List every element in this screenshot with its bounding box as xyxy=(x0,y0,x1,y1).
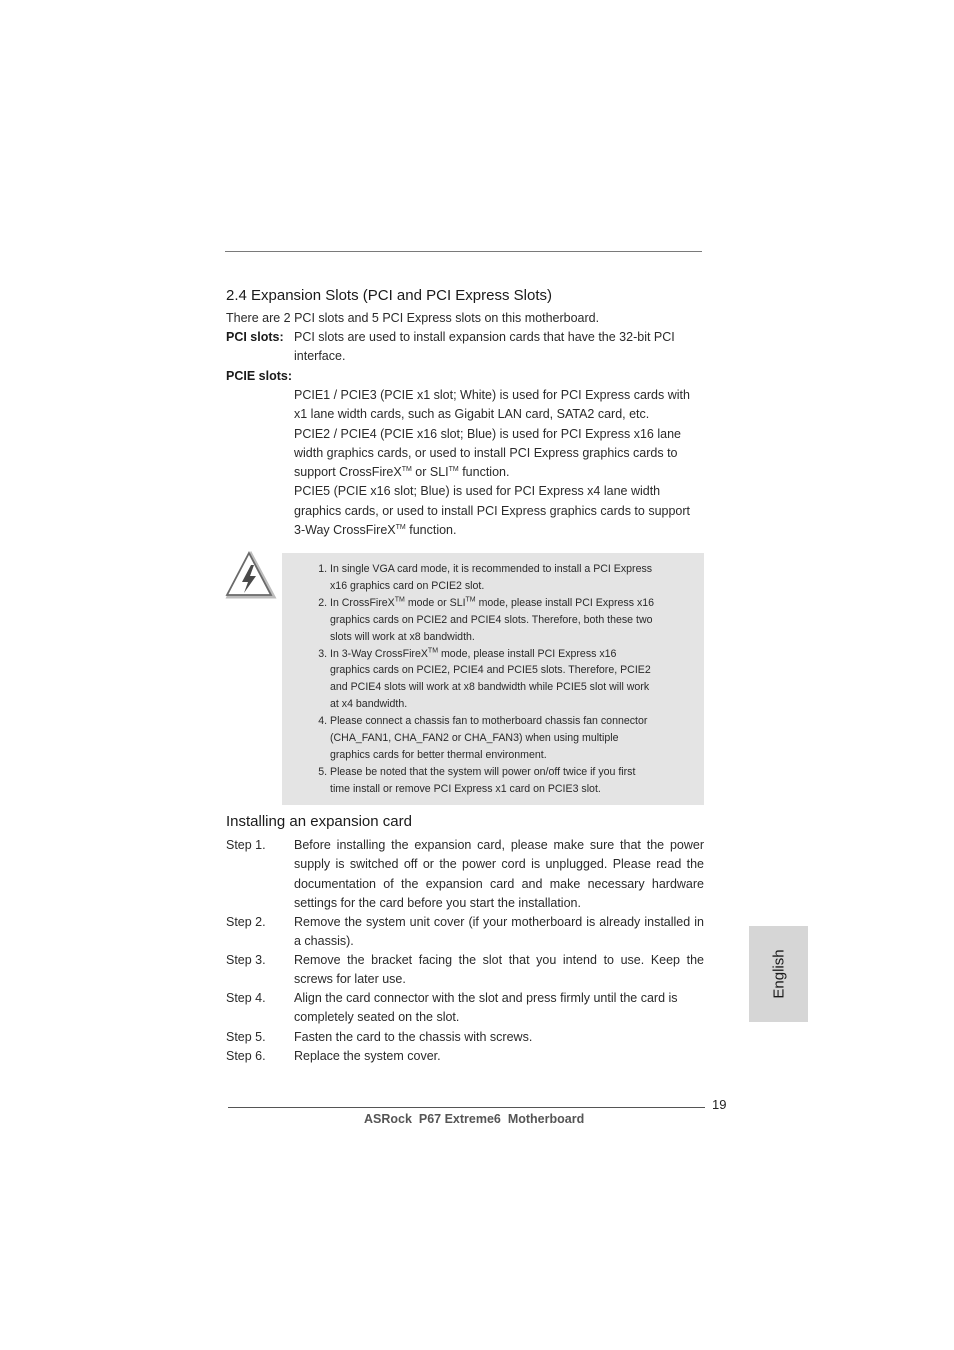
note-3-text-b: mode, please install PCI Express x16 xyxy=(438,647,617,660)
pcie-p1-line-1: PCIE1 / PCIE3 (PCIE x1 slot; White) is used for PCI Express cards with xyxy=(294,388,690,402)
note-3-text-a: In 3-Way CrossFireX xyxy=(330,647,428,660)
step-label: Step 5. xyxy=(226,1030,266,1044)
note-5-line-1: 5. Please be noted that the system will power on/off twice if you first xyxy=(330,765,636,778)
header-rule xyxy=(225,251,702,252)
pcie-p2-text-b: or SLI xyxy=(411,465,449,480)
pcie-p1-line-2: x1 lane width cards, such as Gigabit LAN card, SATA2 card, etc. xyxy=(294,407,650,422)
step-label: Step 6. xyxy=(226,1049,266,1063)
note-4-line-3: graphics cards for better thermal environment. xyxy=(330,748,547,761)
note-item-2 xyxy=(330,595,700,646)
step-label: Step 2. xyxy=(226,915,266,929)
step-label: Step 3. xyxy=(226,953,266,967)
notes-box xyxy=(282,553,704,805)
pcie-p2-line-3 xyxy=(294,463,706,482)
note-4-line-1: 4. Please connect a chassis fan to motherboard chassis fan connector xyxy=(330,715,648,728)
pcie-p3-text-a: 3-Way CrossFireX xyxy=(294,523,396,538)
note-3-line-2: graphics cards on PCIE2, PCIE4 and PCIE5 slots. Therefore, PCIE2 xyxy=(330,664,651,677)
note-4-line-2: (CHA_FAN1, CHA_FAN2 or CHA_FAN3) when using multiple xyxy=(330,732,619,745)
note-2-text-c: mode, please install PCI Express x16 xyxy=(475,596,655,609)
pcie-p2-line-1: PCIE2 / PCIE4 (PCIE x16 slot; Blue) is used for PCI Express x16 lane xyxy=(294,426,681,441)
pcie-p2-text-c: function. xyxy=(458,465,510,480)
step-text: Remove the system unit cover (if your motherboard is already installed in a chassis). xyxy=(294,915,704,949)
pci-line-2: interface. xyxy=(294,349,346,364)
notes-list xyxy=(312,561,700,798)
note-2-text-a: In CrossFireX xyxy=(330,596,395,609)
pcie-p3-line-2: graphics cards, or used to install PCI Express graphics cards to support xyxy=(294,503,691,518)
note-item-1 xyxy=(330,561,700,595)
pcie-p2-text-a: support CrossFireX xyxy=(294,465,402,480)
note-item-3 xyxy=(330,646,700,714)
trademark: TM xyxy=(395,523,406,531)
trademark: TM xyxy=(448,466,459,474)
footer-title: ASRock P67 Extreme6 Motherboard xyxy=(364,1112,585,1126)
note-1-line-1: 1. In single VGA card mode, it is recommended to install a PCI Express xyxy=(330,563,653,575)
pci-line-1: PCI slots are used to install expansion cards that have the 32-bit PCI xyxy=(294,330,675,344)
intro-text: There are 2 PCI slots and 5 PCI Express slots on this motherboard. xyxy=(226,311,600,325)
note-2-text-b: mode or SLI xyxy=(404,596,466,609)
pcie-p2-line-2: width graphics cards, or used to install PCI Express graphics cards to xyxy=(294,445,678,460)
step-text: Remove the bracket facing the slot that you intend to use. Keep the screws for later use. xyxy=(294,953,704,987)
trademark: TM xyxy=(465,596,476,604)
note-item-5 xyxy=(330,764,700,798)
note-item-4 xyxy=(330,713,700,764)
note-2-line-1 xyxy=(330,595,700,612)
install-title: Installing an expansion card xyxy=(226,813,412,830)
note-5-line-2: time install or remove PCI Express x1 card on PCIE3 slot. xyxy=(330,782,601,795)
step-text: Fasten the card to the chassis with screws. xyxy=(294,1030,533,1044)
pcie-label: PCIE slots: xyxy=(226,369,292,383)
pcie-p3-text-b: function. xyxy=(405,523,457,538)
pcie-p3-line-1: PCIE5 (PCIE x16 slot; Blue) is used for PCI Express x4 lane width xyxy=(294,484,661,499)
step-text: Replace the system cover. xyxy=(294,1049,441,1063)
page-number: 19 xyxy=(712,1097,727,1112)
footer-rule xyxy=(228,1107,705,1108)
pcie-description xyxy=(294,386,706,540)
trademark: TM xyxy=(427,647,439,654)
note-2-line-2: graphics cards on PCIE2 and PCIE4 slots. Therefore, both these two xyxy=(330,613,653,626)
step-label: Step 4. xyxy=(226,991,266,1005)
language-tab xyxy=(749,926,808,1022)
pci-label: PCI slots: xyxy=(226,330,284,344)
section-title: 2.4 Expansion Slots (PCI and PCI Express Slots) xyxy=(226,287,552,304)
trademark: TM xyxy=(394,596,405,604)
step-text: Align the card connector with the slot and press firmly until the card is completely seated on the slot. xyxy=(294,991,678,1025)
note-3-line-3: and PCIE4 slots will work at x8 bandwidth while PCIE5 slot will work xyxy=(330,681,650,694)
note-3-line-1 xyxy=(330,646,700,663)
note-3-line-4: at x4 bandwidth. xyxy=(330,698,408,711)
step-text: Before installing the expansion card, please make sure that the power supply is switched off or the power cord is unplugged. Please read the documentation of the expansion card and make necessary hardware settings for the card before you start the installation. xyxy=(294,838,704,910)
step-label: Step 1. xyxy=(226,838,266,852)
note-1-line-2: x16 graphics card on PCIE2 slot. xyxy=(330,579,485,592)
pcie-p3-line-3 xyxy=(294,521,706,540)
language-tab-label: English xyxy=(770,949,787,999)
pci-description xyxy=(294,328,706,367)
trademark: TM xyxy=(401,466,412,474)
warning-icon xyxy=(225,551,277,601)
note-2-line-3: slots will work at x8 bandwidth. xyxy=(330,630,475,643)
